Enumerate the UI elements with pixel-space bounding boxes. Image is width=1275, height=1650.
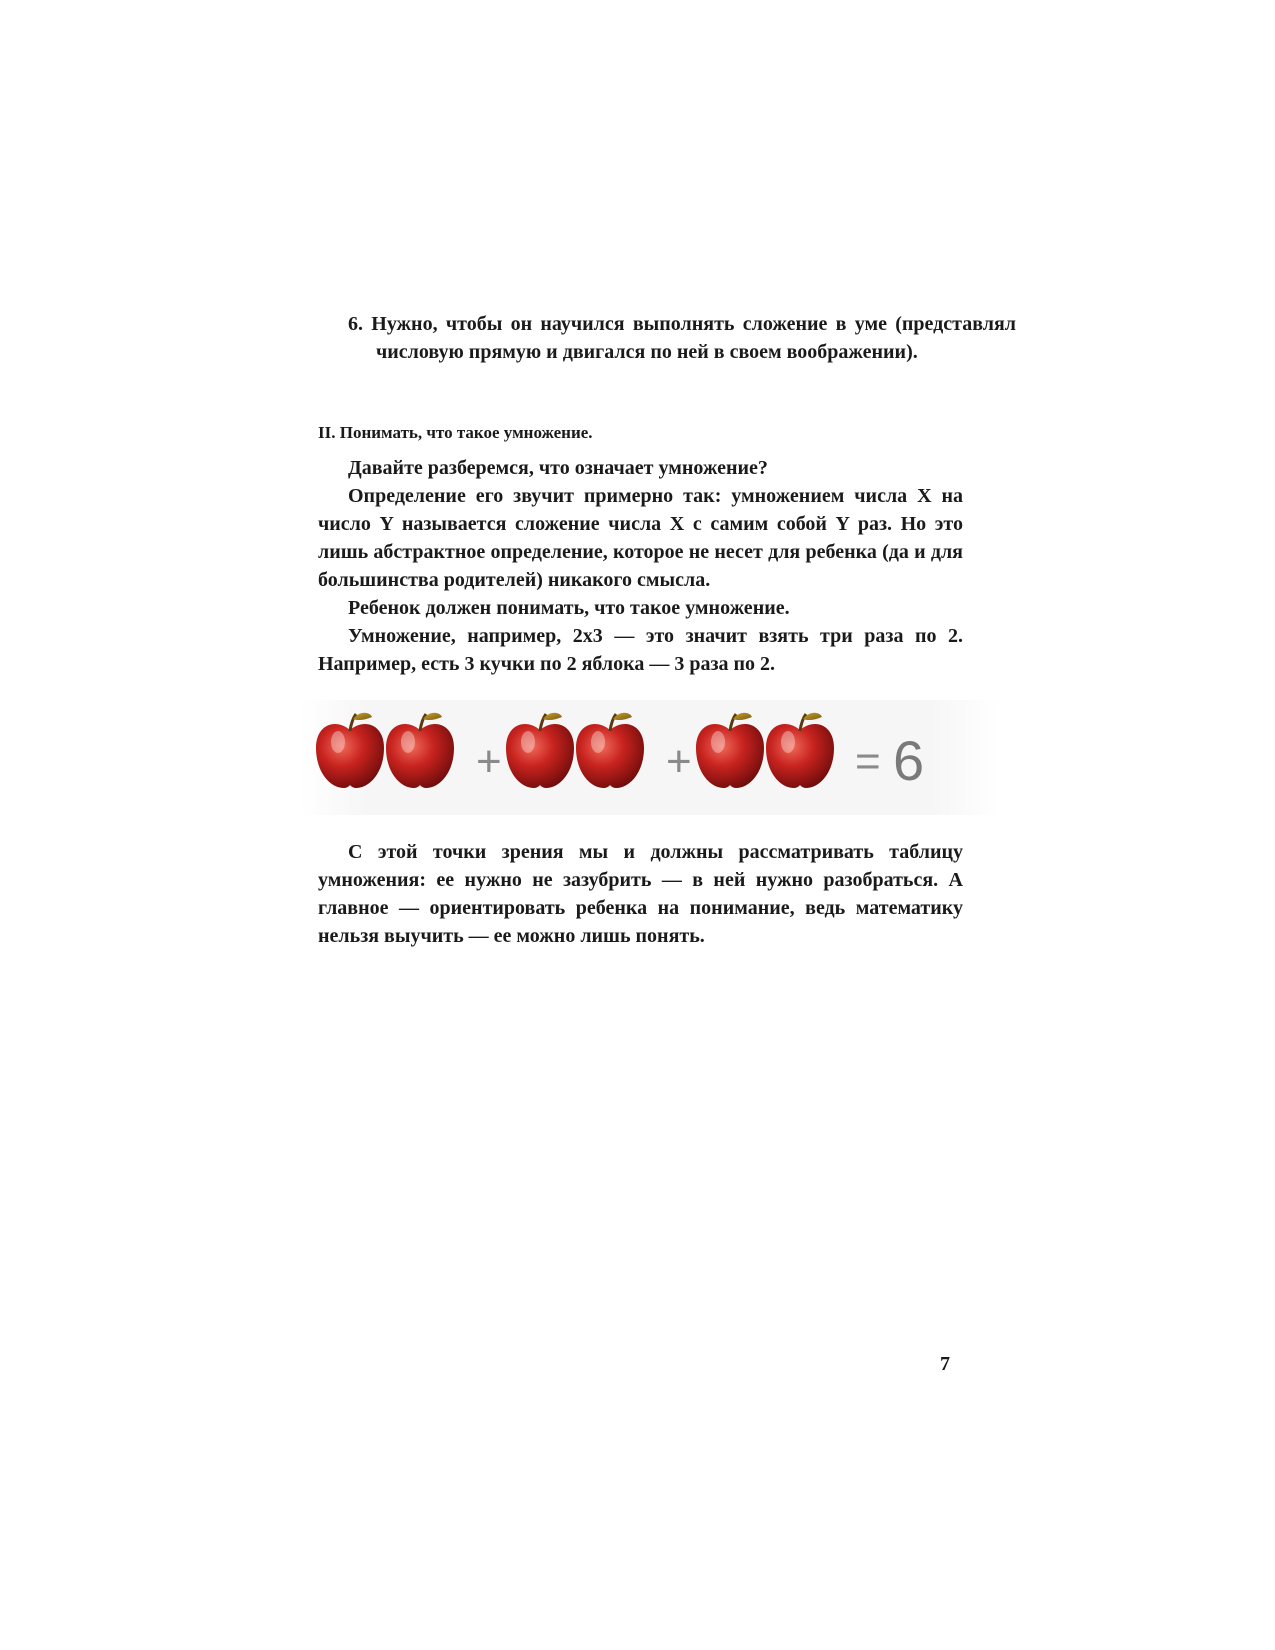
list-number: 6. [348, 313, 363, 335]
apples-addition-figure [300, 700, 1000, 815]
page-number: 7 [940, 1353, 950, 1375]
paragraph-definition: Определение его звучит примерно так: умножением числа X на число Y называется сложение числа X с самим собой Y раз. Но это лишь абстрактное определение, которое не несет для ребенка (да и для большинства родителей) никакого смысла. [318, 485, 963, 591]
equals-sign: = [855, 737, 881, 786]
plus-sign: + [476, 737, 502, 786]
body-text [318, 454, 963, 678]
result-number: 6 [893, 729, 925, 792]
apple-icon [696, 713, 764, 788]
apple-icon [506, 713, 574, 788]
paragraph-question: Давайте разберемся, что означает умножение? [348, 457, 768, 479]
paragraph-example: Умножение, например, 2x3 — это значит взять три раза по 2. Например, есть 3 кучки по 2 яблока — 3 раза по 2. [318, 625, 963, 675]
apple-icon [386, 713, 454, 788]
apples-illustration [300, 700, 1000, 815]
apple-icon [766, 713, 834, 788]
closing-text [318, 838, 963, 950]
apple-icon [316, 713, 384, 788]
plus-sign: + [666, 737, 692, 786]
paragraph-understanding: Ребенок должен понимать, что такое умножение. [348, 597, 790, 619]
list-text: Нужно, чтобы он научился выполнять сложение в уме (представлял числовую прямую и двигался по ней в своем воображении). [371, 313, 1016, 363]
section-heading: II. Понимать, что такое умножение. [318, 423, 593, 442]
list-item-6 [348, 310, 1016, 366]
apple-icon [576, 713, 644, 788]
paragraph-conclusion: С этой точки зрения мы и должны рассматривать таблицу умножения: ее нужно не зазубрить — в ней нужно разобраться. А главное — ориентировать ребенка на понимание, ведь математику нельзя выучить — ее можно лишь понять. [318, 841, 963, 947]
